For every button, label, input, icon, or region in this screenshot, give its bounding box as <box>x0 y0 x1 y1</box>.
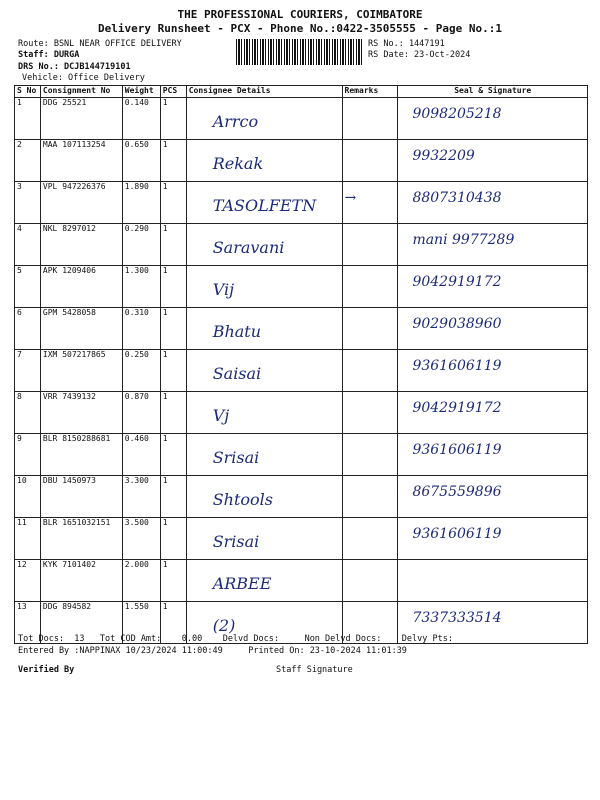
pcs-cell-text: 1 <box>162 392 168 401</box>
weight-cell <box>122 224 160 266</box>
consignment-number-text: APK 1209406 <box>42 266 96 275</box>
weight-cell-text: 3.300 <box>124 476 149 485</box>
sno-cell <box>15 434 41 476</box>
seal-signature-handwriting <box>398 140 588 182</box>
weight-cell-text: 2.000 <box>124 560 149 569</box>
consignee-handwriting-text: ARBEE <box>212 574 272 593</box>
consignment-number <box>40 98 122 140</box>
seal-signature-handwriting-text: 9361606119 <box>412 358 502 374</box>
pcs-cell-text: 1 <box>162 560 168 569</box>
table-row <box>15 560 588 602</box>
table-row <box>15 434 588 476</box>
sno-cell <box>15 350 41 392</box>
consignee-handwriting <box>186 350 342 392</box>
pcs-cell <box>160 518 186 560</box>
remarks-cell <box>342 518 398 560</box>
consignee-handwriting <box>186 182 342 224</box>
table-row <box>15 98 588 140</box>
remarks-cell <box>342 98 398 140</box>
consignee-handwriting-text: TASOLFETN <box>212 196 317 215</box>
consignment-number <box>40 140 122 182</box>
sno-cell-text: 8 <box>17 392 22 401</box>
table-row <box>15 476 588 518</box>
sno-cell <box>15 518 41 560</box>
sno-cell-text: 6 <box>17 308 22 317</box>
remarks-cell <box>342 434 398 476</box>
sno-cell-text: 3 <box>17 182 22 191</box>
seal-signature-handwriting-text: 9932209 <box>412 148 475 164</box>
consignee-handwriting <box>186 476 342 518</box>
table-row <box>15 140 588 182</box>
consignee-handwriting <box>186 140 342 182</box>
consignee-handwriting-text: Arrco <box>212 112 259 131</box>
weight-cell <box>122 476 160 518</box>
consignment-number <box>40 518 122 560</box>
consignment-number-text: VPL 947226376 <box>42 182 106 191</box>
sno-cell <box>15 182 41 224</box>
weight-cell-text: 0.650 <box>124 140 149 149</box>
seal-signature-handwriting-text: 9042919172 <box>412 274 502 290</box>
seal-signature-handwriting <box>398 518 588 560</box>
table-row <box>15 518 588 560</box>
sno-cell-text: 7 <box>17 350 22 359</box>
consignment-number <box>40 476 122 518</box>
table-row <box>15 350 588 392</box>
pcs-cell-text: 1 <box>162 476 168 485</box>
table-row <box>15 266 588 308</box>
seal-signature-handwriting <box>398 392 588 434</box>
sno-cell <box>15 140 41 182</box>
pcs-cell-text: 1 <box>162 434 168 443</box>
consignment-number <box>40 308 122 350</box>
pcs-cell-text: 1 <box>162 518 168 527</box>
consignee-handwriting-text: Saravani <box>212 238 285 257</box>
consignee-handwriting-text: Rekak <box>212 154 264 173</box>
seal-signature-handwriting <box>398 476 588 518</box>
weight-cell <box>122 182 160 224</box>
pcs-cell <box>160 434 186 476</box>
pcs-cell-text: 1 <box>162 98 168 107</box>
weight-cell <box>122 350 160 392</box>
consignee-handwriting-text: Srisai <box>212 448 260 467</box>
col-sno: S No <box>15 86 41 98</box>
seal-signature-handwriting <box>398 350 588 392</box>
col-seal: Seal & Signature <box>398 86 588 98</box>
sno-cell-text: 1 <box>17 98 22 107</box>
consignee-handwriting <box>186 224 342 266</box>
seal-signature-handwriting-text: mani 9977289 <box>412 232 515 248</box>
consignee-handwriting <box>186 98 342 140</box>
pcs-cell <box>160 140 186 182</box>
table-row <box>15 308 588 350</box>
consignment-number-text: DDG 25521 <box>42 98 87 107</box>
pcs-cell-text: 1 <box>162 140 168 149</box>
consignee-handwriting <box>186 392 342 434</box>
sno-cell-text: 5 <box>17 266 22 275</box>
pcs-cell-text: 1 <box>162 308 168 317</box>
pcs-cell <box>160 392 186 434</box>
runsheet-table <box>14 85 588 644</box>
weight-cell <box>122 308 160 350</box>
consignment-number-text: IXM 507217865 <box>42 350 106 359</box>
table-row <box>15 392 588 434</box>
sno-cell-text: 4 <box>17 224 22 233</box>
sno-cell-text: 2 <box>17 140 22 149</box>
col-remarks: Remarks <box>342 86 398 98</box>
pcs-cell <box>160 224 186 266</box>
pcs-cell-text: 1 <box>162 182 168 191</box>
table-header-row <box>15 86 588 98</box>
col-consignee: Consignee Details <box>186 86 342 98</box>
pcs-cell <box>160 308 186 350</box>
weight-cell <box>122 434 160 476</box>
seal-signature-handwriting <box>398 98 588 140</box>
remarks-cell-text: → <box>344 190 357 206</box>
seal-signature-handwriting-text: 8807310438 <box>412 190 502 206</box>
weight-cell <box>122 392 160 434</box>
verified-label: Verified By <box>18 665 75 675</box>
staff-label: Staff: DURGA <box>18 50 80 60</box>
consignment-number-text: DBU 1450973 <box>42 476 96 485</box>
weight-cell-text: 1.550 <box>124 602 149 611</box>
seal-signature-handwriting-text: 9029038960 <box>412 316 502 332</box>
consignee-handwriting-text: Shtools <box>212 490 273 509</box>
consignment-number-text: DDG 894582 <box>42 602 92 611</box>
remarks-cell <box>342 266 398 308</box>
weight-cell-text: 3.500 <box>124 518 149 527</box>
seal-signature-handwriting <box>398 560 588 602</box>
consignment-number <box>40 392 122 434</box>
pcs-cell <box>160 98 186 140</box>
col-weight: Weight <box>122 86 160 98</box>
weight-cell <box>122 560 160 602</box>
rs-number: RS No.: 1447191 <box>368 39 445 49</box>
weight-cell-text: 0.460 <box>124 434 149 443</box>
consignee-handwriting <box>186 518 342 560</box>
weight-cell-text: 1.300 <box>124 266 149 275</box>
runsheet-title: Delivery Runsheet - PCX - Phone No.:0422-3505555 - Page No.:1 <box>98 22 502 35</box>
pcs-cell-text: 1 <box>162 602 168 611</box>
remarks-cell <box>342 350 398 392</box>
remarks-cell <box>342 392 398 434</box>
consignment-number <box>40 182 122 224</box>
sno-cell <box>15 560 41 602</box>
consignment-number <box>40 350 122 392</box>
sno-cell <box>15 476 41 518</box>
pcs-cell <box>160 266 186 308</box>
consignee-handwriting <box>186 308 342 350</box>
sno-cell-text: 9 <box>17 434 22 443</box>
seal-signature-handwriting-text: 9098205218 <box>412 106 502 122</box>
consignee-handwriting-text: Bhatu <box>212 322 262 341</box>
pcs-cell-text: 1 <box>162 350 168 359</box>
pcs-cell <box>160 182 186 224</box>
consignment-number-text: VRR 7439132 <box>42 392 96 401</box>
consignee-handwriting-text: Vij <box>212 280 235 299</box>
weight-cell-text: 1.890 <box>124 182 149 191</box>
remarks-cell <box>342 560 398 602</box>
seal-signature-handwriting <box>398 224 588 266</box>
consignee-handwriting <box>186 266 342 308</box>
weight-cell-text: 0.290 <box>124 224 149 233</box>
weight-cell <box>122 266 160 308</box>
seal-signature-handwriting-text: 9042919172 <box>412 400 502 416</box>
consignee-handwriting-text: Vj <box>212 406 230 425</box>
pcs-cell <box>160 476 186 518</box>
weight-cell-text: 0.310 <box>124 308 149 317</box>
seal-signature-handwriting <box>398 308 588 350</box>
consignment-number-text: NKL 8297012 <box>42 224 96 233</box>
remarks-cell <box>342 308 398 350</box>
weight-cell-text: 0.870 <box>124 392 149 401</box>
drs-number: DRS No.: DCJB144719101 <box>18 62 131 72</box>
consignee-handwriting <box>186 560 342 602</box>
table-row <box>15 182 588 224</box>
sno-cell <box>15 392 41 434</box>
remarks-cell <box>342 182 398 224</box>
weight-cell <box>122 518 160 560</box>
staff-signature-label: Staff Signature <box>276 665 353 675</box>
sno-cell-text: 11 <box>17 518 27 527</box>
sno-cell-text: 12 <box>17 560 27 569</box>
sno-cell-text: 10 <box>17 476 27 485</box>
consignment-number-text: MAA 107113254 <box>42 140 106 149</box>
sno-cell <box>15 308 41 350</box>
pcs-cell-text: 1 <box>162 266 168 275</box>
pcs-cell <box>160 560 186 602</box>
sno-cell <box>15 98 41 140</box>
consignment-number <box>40 266 122 308</box>
remarks-cell <box>342 140 398 182</box>
entered-line: Entered By :NAPPINAX 10/23/2024 11:00:49 Printed On: 23-10-2024 11:01:39 <box>18 646 407 656</box>
seal-signature-handwriting-text: 8675559896 <box>412 484 502 500</box>
seal-signature-handwriting <box>398 434 588 476</box>
pcs-cell-text: 1 <box>162 224 168 233</box>
seal-signature-handwriting <box>398 266 588 308</box>
consignment-number <box>40 224 122 266</box>
pcs-cell <box>160 350 186 392</box>
consignment-number <box>40 434 122 476</box>
company-name: THE PROFESSIONAL COURIERS, COIMBATORE <box>177 8 423 21</box>
weight-cell <box>122 140 160 182</box>
weight-cell-text: 0.140 <box>124 98 149 107</box>
consignment-number-text: BLR 1651032151 <box>42 518 111 527</box>
remarks-cell <box>342 476 398 518</box>
seal-signature-handwriting-text: 9361606119 <box>412 442 502 458</box>
sno-cell-text: 13 <box>17 602 27 611</box>
consignee-handwriting-text: Srisai <box>212 532 260 551</box>
sno-cell <box>15 224 41 266</box>
weight-cell <box>122 98 160 140</box>
sno-cell <box>15 266 41 308</box>
route-label: Route: BSNL NEAR OFFICE DELIVERY <box>18 39 182 49</box>
consignee-handwriting <box>186 434 342 476</box>
table-row <box>15 224 588 266</box>
consignment-number-text: KYK 7101402 <box>42 560 96 569</box>
barcode-image <box>236 39 364 65</box>
col-pcs: PCS <box>160 86 186 98</box>
seal-signature-handwriting-text: 9361606119 <box>412 526 502 542</box>
vehicle-label: Vehicle: Office Delivery <box>22 73 145 83</box>
rs-date: RS Date: 23-Oct-2024 <box>368 50 471 60</box>
weight-cell-text: 0.250 <box>124 350 149 359</box>
consignee-handwriting-text: Saisai <box>212 364 262 383</box>
consignment-number <box>40 560 122 602</box>
totals-line: Tot Docs: 13 Tot COD Amt: 0.00 Delvd Docs: Non Delvd Docs: Delvy Pts: <box>18 634 453 644</box>
consignment-number-text: GPM 5428058 <box>42 308 96 317</box>
remarks-cell <box>342 224 398 266</box>
col-consignment: Consignment No <box>40 86 122 98</box>
consignment-number-text: BLR 8150288681 <box>42 434 111 443</box>
seal-signature-handwriting <box>398 182 588 224</box>
consignee-handwriting-text: (2) <box>212 616 236 635</box>
seal-signature-handwriting-text: 7337333514 <box>412 610 502 626</box>
